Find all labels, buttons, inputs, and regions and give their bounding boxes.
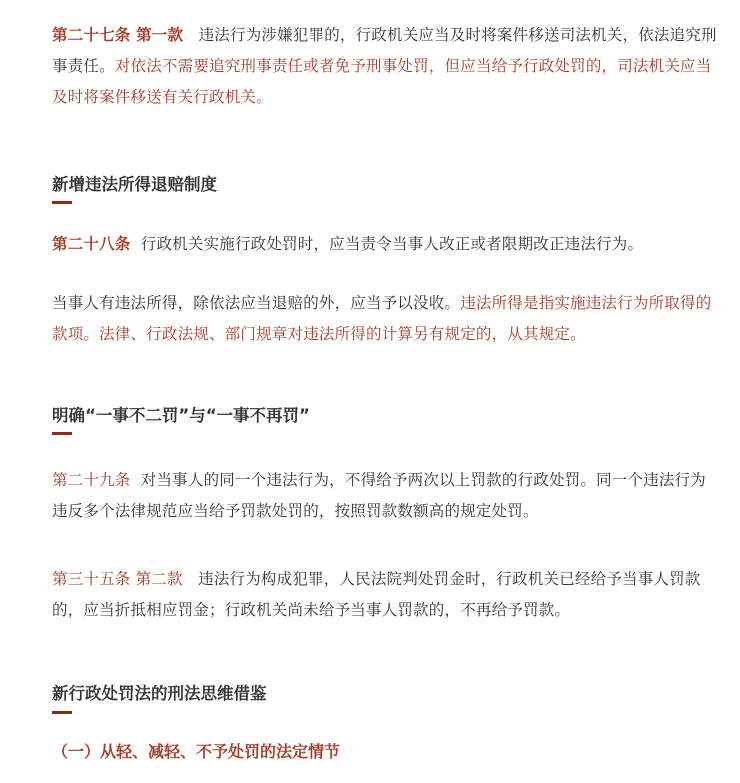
paragraph-article-29: [52, 465, 720, 527]
heading-underline: [52, 432, 72, 435]
section-heading-illegal-gains: 新增违法所得退赔制度: [52, 175, 217, 194]
heading-underline: [52, 711, 72, 714]
article-number: 第二十七条 第一款: [52, 26, 184, 44]
paragraph-article-35: [52, 564, 720, 626]
article-number: 第二十八条: [52, 235, 131, 253]
paragraph-text: 行政机关实施行政处罚时，应当责令当事人改正或者限期改正违法行为。: [140, 235, 644, 253]
subheading-mitigating-circumstances: （一）从轻、减轻、不予处罚的法定情节: [52, 742, 341, 761]
paragraph-text: 违法行为涉嫌犯罪的，行政机关应当及时将案件移送司法机关，依法追究刑事责任。: [52, 26, 717, 75]
paragraph-illegal-gains: [52, 288, 720, 350]
article-number: 第三十五条 第二款: [52, 570, 183, 588]
paragraph-text: 违法行为构成犯罪，人民法院判处罚金时，行政机关已经给予当事人罚款的，应当折抵相应罚金；行政机关尚未给予当事人罚款的，不再给予罚款。: [52, 570, 701, 619]
paragraph-text: 对当事人的同一个违法行为，不得给予两次以上罚款的行政处罚。同一个违法行为违反多个法律规范应当给予罚款处罚的，按照罚款数额高的规定处罚。: [52, 471, 706, 520]
highlighted-text: 违法所得是指实施违法行为所取得的款项。法律、行政法规、部门规章对违法所得的计算另有规定的，从其规定。: [52, 294, 712, 343]
section-heading-criminal-law: 新行政处罚法的刑法思维借鉴: [52, 684, 267, 703]
paragraph-article-28: [52, 229, 720, 260]
paragraph-text: 当事人有违法所得，除依法应当退赔的外，应当予以没收。: [52, 294, 461, 312]
paragraph-article-27: [52, 20, 720, 113]
article-number: 第二十九条: [52, 471, 131, 489]
section-heading-no-double-penalty: 明确“一事不二罚”与“一事不再罚”: [52, 406, 310, 425]
highlighted-text: 对依法不需要追究刑事责任或者免予刑事处罚，但应当给予行政处罚的，司法机关应当及时将案件移送有关行政机关。: [52, 57, 712, 106]
heading-underline: [52, 201, 72, 204]
